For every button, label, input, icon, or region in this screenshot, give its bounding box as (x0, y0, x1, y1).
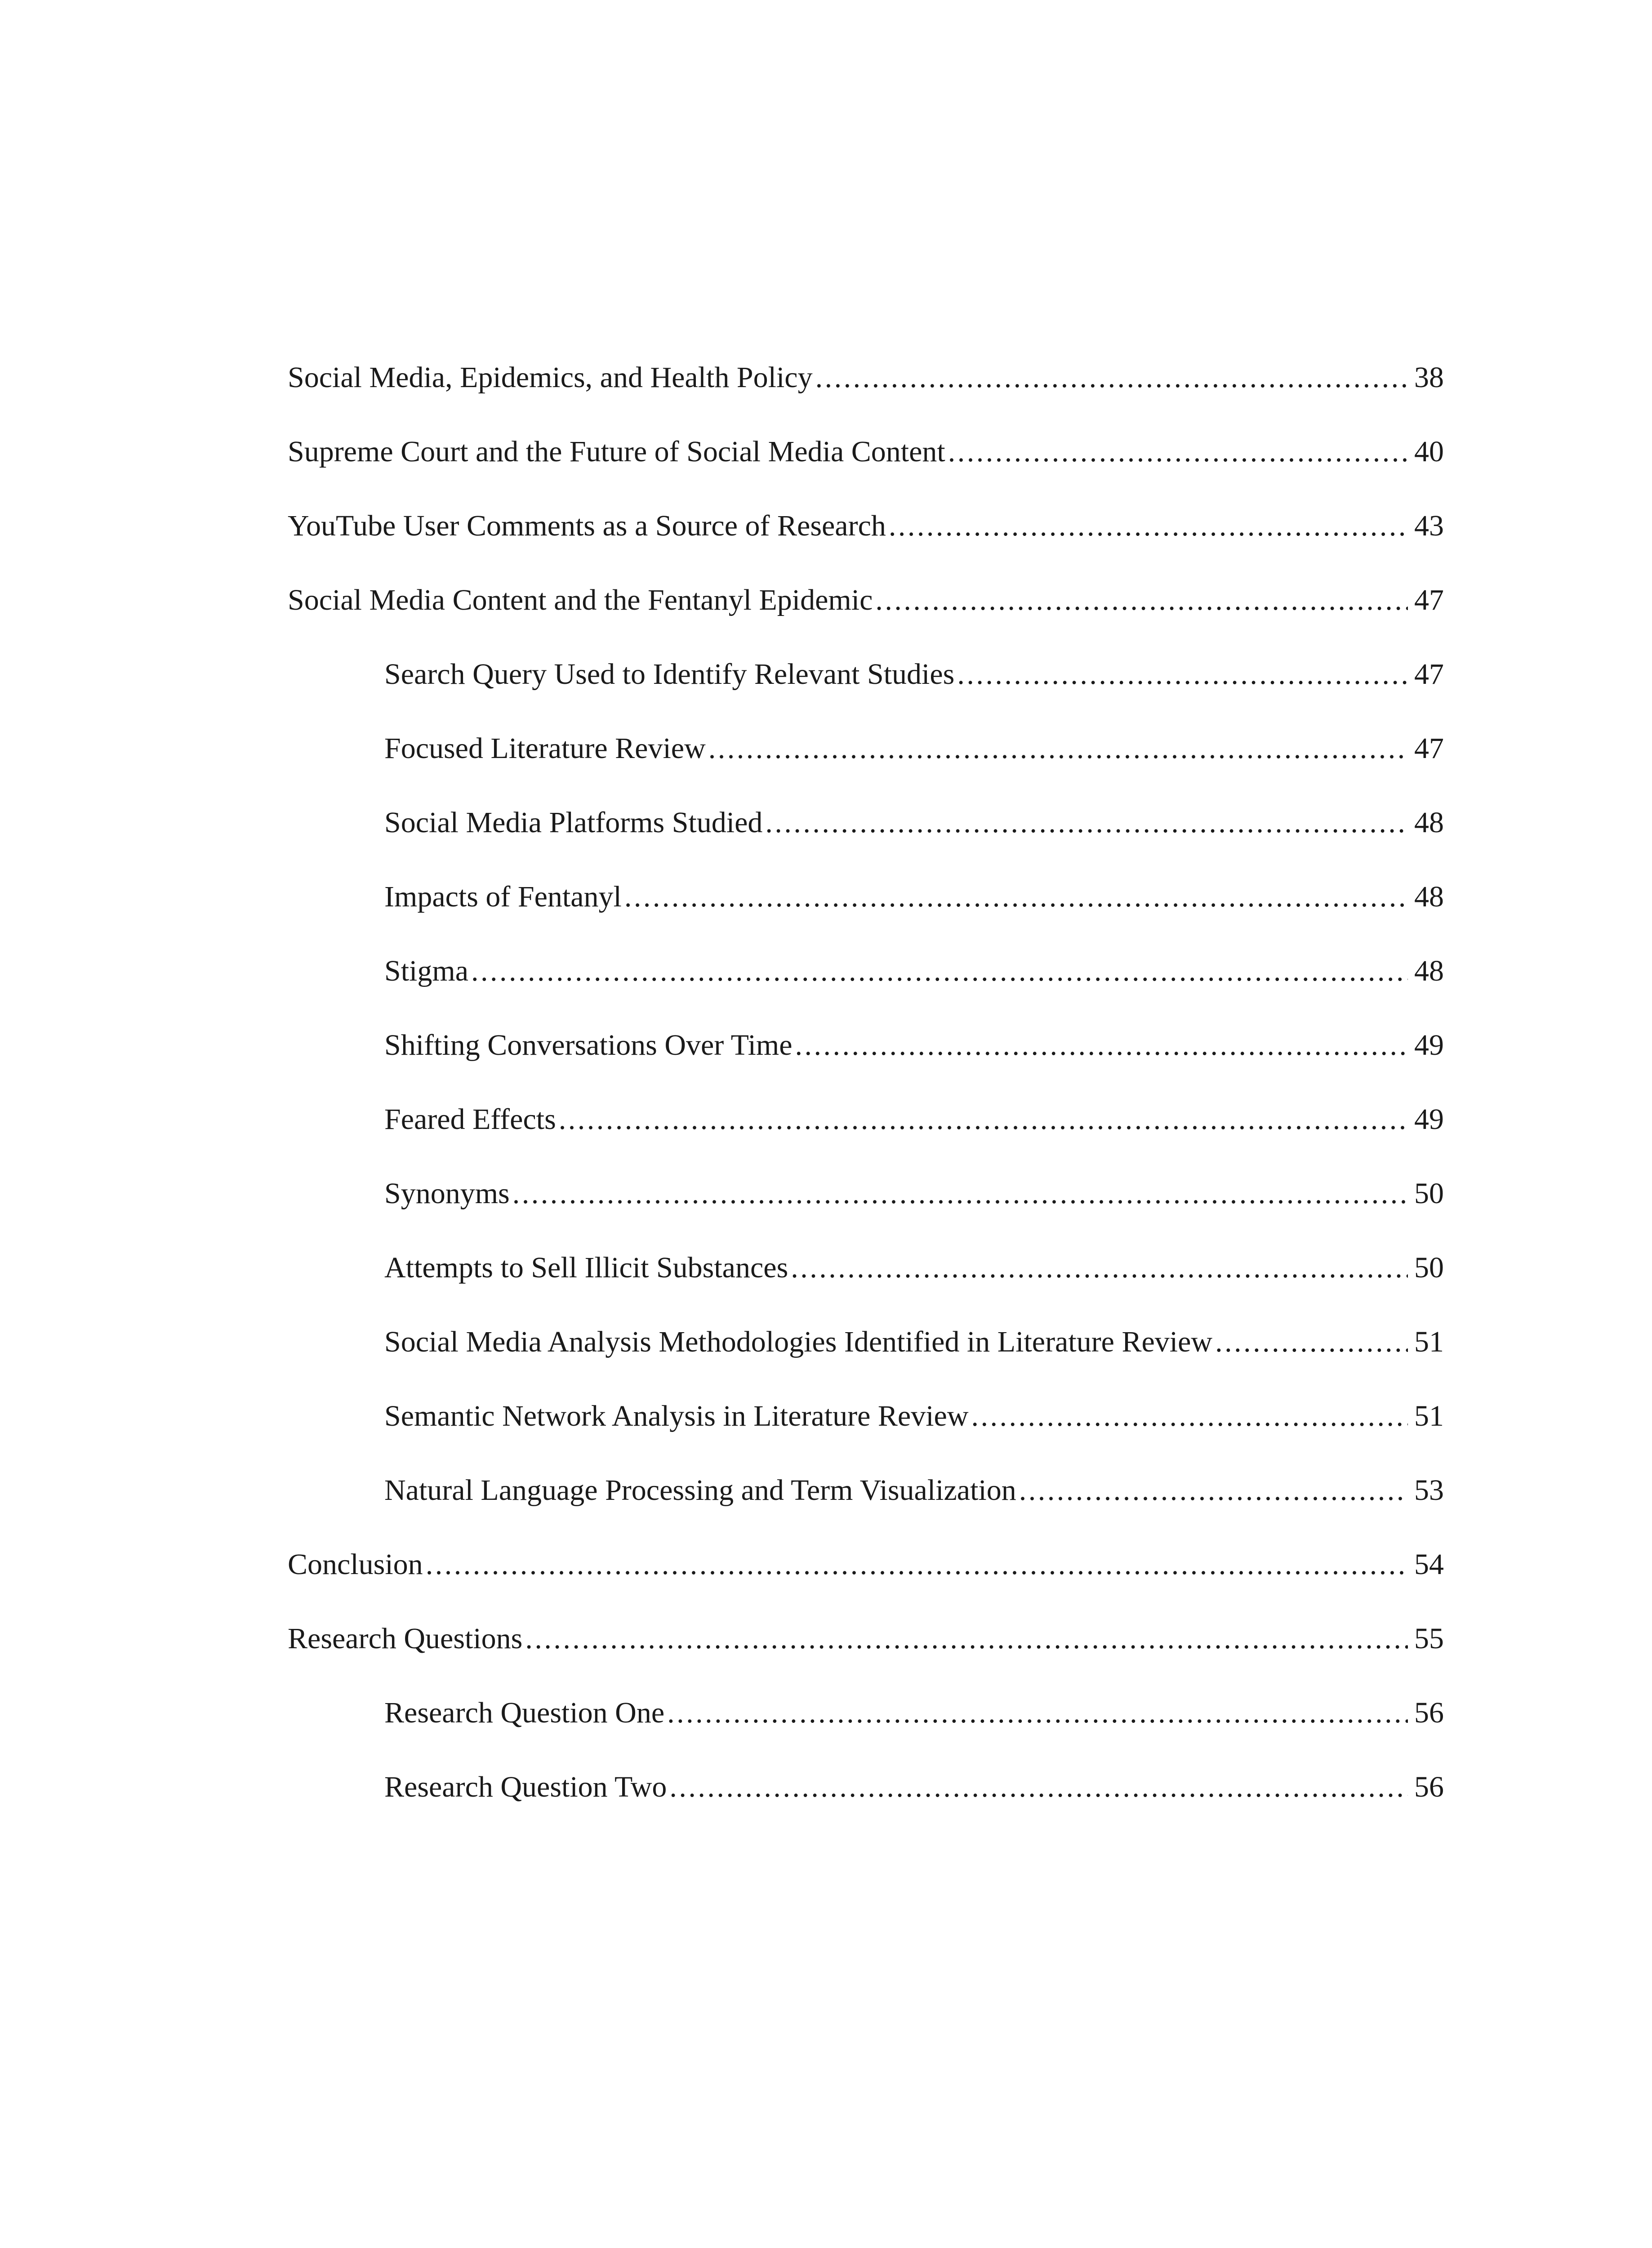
toc-entry-title: Focused Literature Review (384, 732, 706, 765)
toc-page-number: 51 (1414, 1400, 1444, 1432)
toc-entry[interactable] (288, 1616, 1444, 1661)
toc-page-number: 47 (1414, 658, 1444, 691)
toc-entry-title: Social Media Platforms Studied (384, 806, 763, 839)
toc-dot-leader (957, 652, 1408, 697)
toc-entry[interactable] (288, 504, 1444, 549)
toc-entry-title: Supreme Court and the Future of Social Media Content (288, 435, 945, 468)
toc-page-number: 48 (1414, 955, 1444, 987)
toc-entry[interactable] (288, 355, 1444, 400)
toc-dot-leader (948, 429, 1408, 474)
toc-dot-leader (889, 504, 1408, 549)
toc-page-number: 48 (1414, 880, 1444, 913)
toc-subentry[interactable] (384, 1690, 1444, 1735)
toc-dot-leader (667, 1690, 1408, 1735)
toc-entry-title: Conclusion (288, 1548, 423, 1581)
toc-subentry[interactable] (384, 949, 1444, 994)
toc-dot-leader (525, 1616, 1408, 1661)
toc-dot-leader (426, 1542, 1408, 1587)
toc-page-number: 54 (1414, 1548, 1444, 1581)
toc-subentry[interactable] (384, 1468, 1444, 1513)
toc-page-number: 40 (1414, 435, 1444, 468)
toc-entry-title: Attempts to Sell Illicit Substances (384, 1251, 788, 1284)
toc-subentry[interactable] (384, 1245, 1444, 1290)
toc-page-number: 47 (1414, 584, 1444, 616)
toc-entry[interactable] (288, 1542, 1444, 1587)
toc-page-number: 53 (1414, 1474, 1444, 1507)
toc-entry-title: Semantic Network Analysis in Literature Review (384, 1400, 969, 1432)
toc-page-number: 56 (1414, 1696, 1444, 1729)
toc-subentry[interactable] (384, 726, 1444, 771)
toc-dot-leader (471, 949, 1408, 994)
toc-subentry[interactable] (384, 1394, 1444, 1439)
toc-subentry[interactable] (384, 1023, 1444, 1068)
toc-page-number: 51 (1414, 1325, 1444, 1358)
toc-subentry[interactable] (384, 1097, 1444, 1142)
toc-entry-title: Natural Language Processing and Term Visualization (384, 1474, 1016, 1507)
toc-dot-leader (765, 800, 1408, 845)
toc-page-number: 49 (1414, 1103, 1444, 1136)
toc-entry-title: Impacts of Fentanyl (384, 880, 622, 913)
toc-entry-title: Search Query Used to Identify Relevant Studies (384, 658, 955, 691)
toc-page-number: 47 (1414, 732, 1444, 765)
toc-entry-title: Social Media Analysis Methodologies Identified in Literature Review (384, 1325, 1213, 1358)
toc-dot-leader (624, 874, 1408, 919)
toc-subentry[interactable] (384, 874, 1444, 919)
toc-entry-title: Social Media, Epidemics, and Health Policy (288, 361, 813, 394)
toc-page-number: 50 (1414, 1177, 1444, 1210)
toc-entry-title: Research Question Two (384, 1771, 667, 1803)
toc-page-number: 43 (1414, 509, 1444, 542)
toc-subentry[interactable] (384, 800, 1444, 845)
toc-page-number: 48 (1414, 806, 1444, 839)
toc-entry-title: Stigma (384, 955, 469, 987)
toc-page-number: 55 (1414, 1622, 1444, 1655)
toc-subentry[interactable] (384, 652, 1444, 697)
toc-entry-title: Social Media Content and the Fentanyl Epidemic (288, 584, 873, 616)
toc-dot-leader (708, 726, 1408, 771)
toc-dot-leader (971, 1394, 1408, 1439)
toc-subentry[interactable] (384, 1171, 1444, 1216)
toc-entry-title: Research Question One (384, 1696, 665, 1729)
toc-dot-leader (512, 1171, 1408, 1216)
toc-entry-title: Research Questions (288, 1622, 523, 1655)
toc-dot-leader (669, 1765, 1408, 1810)
toc-page-number: 56 (1414, 1771, 1444, 1803)
toc-entry[interactable] (288, 429, 1444, 474)
toc-entry-title: Feared Effects (384, 1103, 556, 1136)
toc-dot-leader (875, 578, 1408, 623)
toc-subentry[interactable] (384, 1320, 1444, 1365)
toc-dot-leader (559, 1097, 1408, 1142)
toc-entry-title: YouTube User Comments as a Source of Research (288, 509, 886, 542)
toc-dot-leader (1215, 1320, 1408, 1365)
toc-dot-leader (795, 1023, 1408, 1068)
toc-entry-title: Shifting Conversations Over Time (384, 1029, 793, 1062)
toc-entry-title: Synonyms (384, 1177, 510, 1210)
toc-page-number: 38 (1414, 361, 1444, 394)
toc-dot-leader (815, 355, 1408, 400)
toc-entry[interactable] (288, 578, 1444, 623)
toc-dot-leader (1019, 1468, 1408, 1513)
toc-page-number: 50 (1414, 1251, 1444, 1284)
toc-subentry[interactable] (384, 1765, 1444, 1810)
toc-dot-leader (791, 1245, 1408, 1290)
toc-page-number: 49 (1414, 1029, 1444, 1062)
